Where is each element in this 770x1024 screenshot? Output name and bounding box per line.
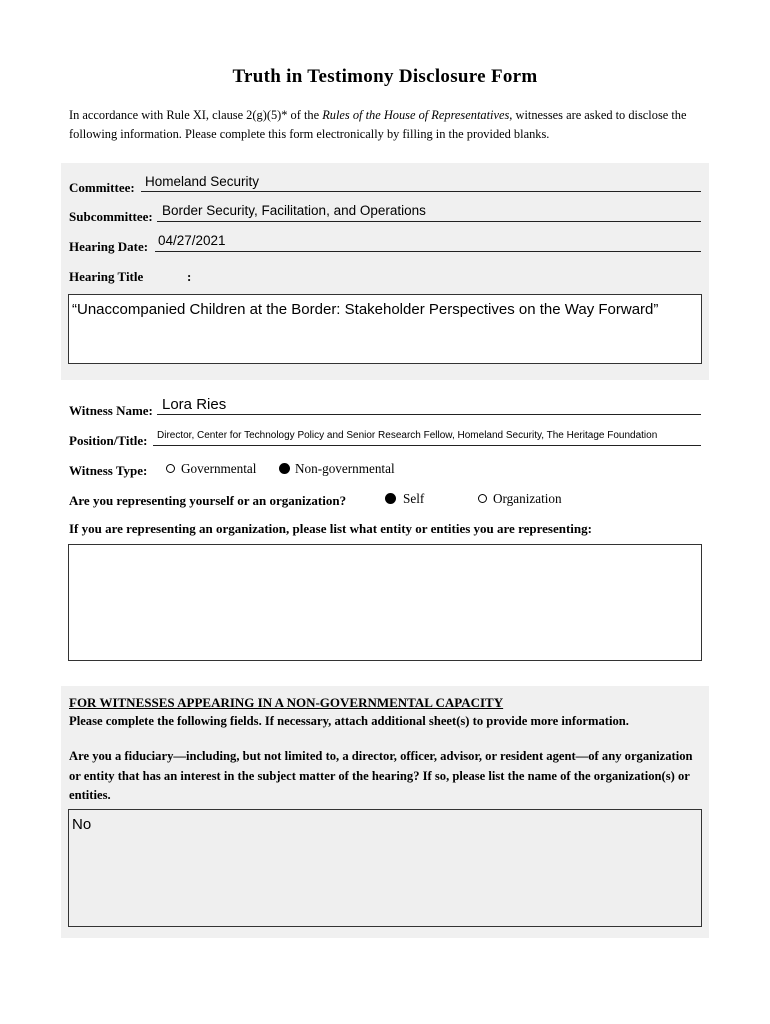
witness-type-label: Witness Type: — [69, 463, 148, 478]
fiduciary-answer-field[interactable] — [68, 809, 702, 927]
hearing-date-field[interactable]: 04/27/2021 — [158, 233, 226, 248]
hearing-title-label: Hearing Title — [69, 269, 144, 284]
entities-field[interactable] — [68, 544, 702, 661]
entities-question: If you are representing an organization, please list what entity or entities you are representing: — [69, 521, 592, 536]
intro-text-post: , witnesses are asked to disclose the following information. Please complete this form electronically by filling in the provided blanks. — [69, 108, 687, 141]
non-governmental-option-label: Non-governmental — [295, 461, 395, 476]
position-title-label: Position/Title: — [69, 433, 148, 448]
hearing-title-field[interactable] — [68, 294, 702, 364]
witness-name-line — [157, 414, 701, 415]
organization-radio[interactable] — [478, 494, 487, 503]
organization-option-label: Organization — [493, 491, 562, 506]
governmental-option-label: Governmental — [181, 461, 257, 476]
subcommittee-label: Subcommittee: — [69, 209, 153, 224]
fiduciary-question: Are you a fiduciary—including, but not limited to, a director, officer, advisor, or resident agent—of any organization or entity that has an interest in the subject matter of the hearing? If so, please list the name of the organization(s) or entities. — [69, 749, 693, 802]
intro-rules-title: Rules of the House of Representatives — [322, 108, 510, 122]
position-title-field[interactable]: Director, Center for Technology Policy and Senior Research Fellow, Homeland Security, The Heritage Foundation — [157, 430, 658, 441]
self-option-label: Self — [403, 491, 425, 506]
committee-label: Committee: — [69, 180, 135, 195]
non-governmental-heading: FOR WITNESSES APPEARING IN A NON-GOVERNMENTAL CAPACITY — [69, 695, 504, 710]
intro-paragraph — [69, 106, 709, 144]
form-title: Truth in Testimony Disclosure Form — [232, 66, 538, 87]
governmental-radio[interactable] — [166, 464, 175, 473]
witness-name-field[interactable]: Lora Ries — [162, 396, 227, 413]
hearing-title-colon: : — [187, 269, 192, 284]
witness-name-label: Witness Name: — [69, 403, 153, 418]
committee-field[interactable]: Homeland Security — [145, 174, 260, 189]
hearing-title-value: “Unaccompanied Children at the Border: Stakeholder Perspectives on the Way Forward” — [72, 301, 659, 318]
self-radio[interactable] — [385, 493, 396, 504]
non-governmental-radio[interactable] — [279, 463, 290, 474]
hearing-date-line — [155, 251, 701, 252]
subcommittee-field[interactable]: Border Security, Facilitation, and Operations — [162, 203, 426, 218]
position-title-line — [153, 445, 701, 446]
intro-text-pre: In accordance with Rule XI, clause 2(g)(5)* of the — [69, 108, 323, 122]
committee-line — [141, 191, 701, 192]
subcommittee-line — [157, 221, 701, 222]
non-governmental-instructions: Please complete the following fields. If necessary, attach additional sheet(s) to provide more information. — [69, 714, 629, 728]
hearing-date-label: Hearing Date: — [69, 239, 149, 254]
representing-question: Are you representing yourself or an organization? — [69, 493, 347, 508]
fiduciary-answer-value: No — [72, 816, 92, 833]
